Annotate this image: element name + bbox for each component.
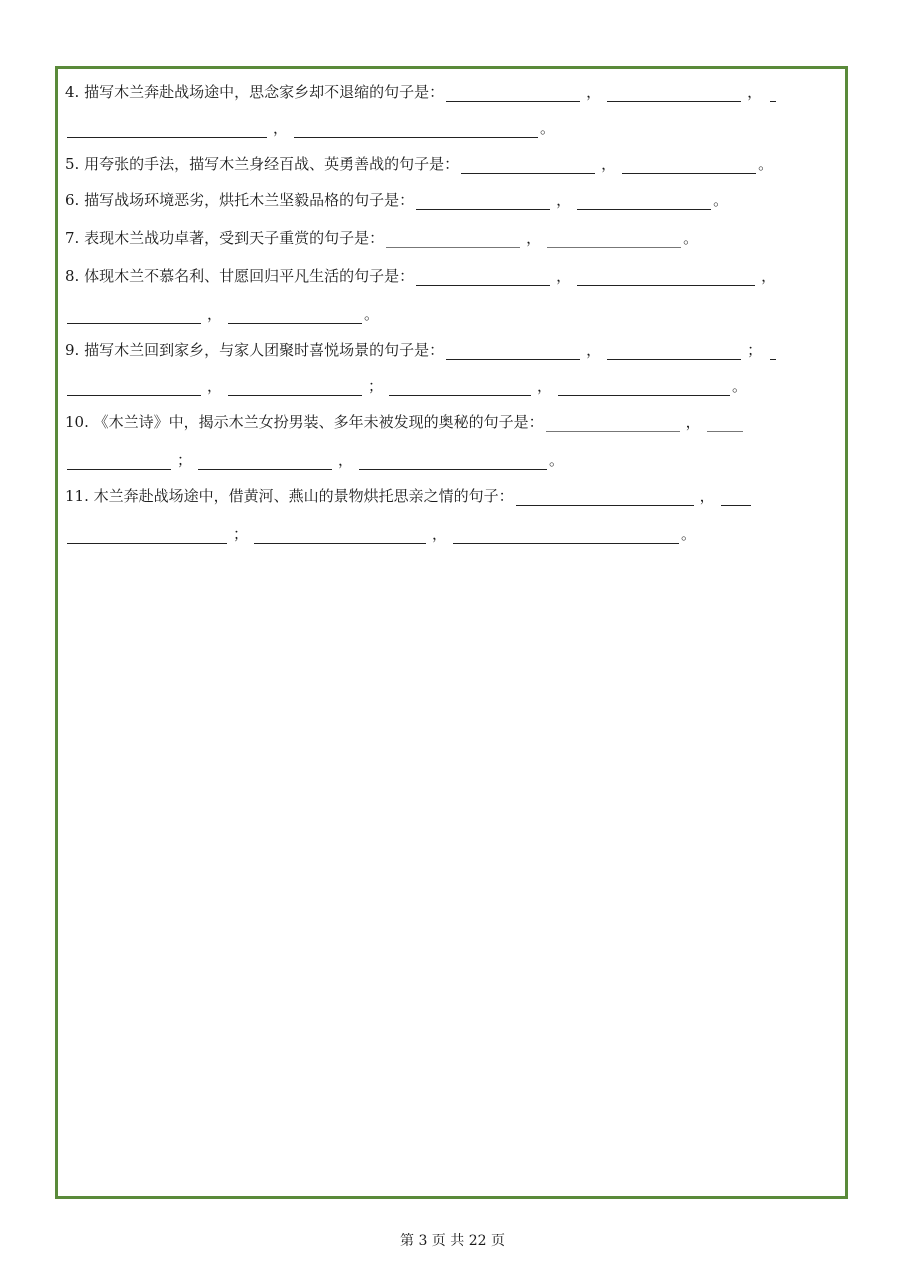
answer-blank[interactable] [516,491,694,506]
question-10-line-1 [65,412,745,432]
question-9-line-1 [65,340,776,360]
question-8-line-1 [65,266,780,286]
comma: ， [601,155,617,173]
comma: ， [432,525,448,543]
answer-blank[interactable] [67,309,201,324]
question-7-prompt: 7. 表现木兰战功卓著，受到天子重赏的句子是： [65,229,385,247]
answer-blank[interactable] [67,123,267,138]
answer-blank[interactable] [198,455,332,470]
answer-blank[interactable] [67,529,227,544]
page-footer: 第 3 页 共 22 页 [400,1233,505,1249]
answer-blank[interactable] [254,529,426,544]
question-5-prompt: 5. 用夸张的手法，描写木兰身经百战、英勇善战的句子是： [65,155,460,173]
question-7-line-1 [65,228,698,248]
comma: ， [747,83,763,101]
question-4-line-1 [65,82,776,102]
period: 。 [540,119,556,137]
comma: ， [685,413,701,431]
comma: ， [526,229,542,247]
answer-blank-start[interactable] [707,417,743,432]
period: 。 [713,191,729,209]
period: 。 [549,451,565,469]
semicolon: ； [177,451,193,469]
answer-blank[interactable] [577,195,711,210]
question-9-prompt: 9. 描写木兰回到家乡，与家人团聚时喜悦场景的句子是： [65,341,445,359]
answer-blank[interactable] [547,233,681,248]
question-10-line-2 [65,450,564,470]
answer-blank[interactable] [577,271,755,286]
period: 。 [364,305,380,323]
comma: ， [699,487,715,505]
answer-blank-start[interactable] [770,87,776,102]
question-4-prompt: 4. 描写木兰奔赴战场途中，思念家乡却不退缩的句子是： [65,83,445,101]
answer-blank[interactable] [67,455,171,470]
answer-blank[interactable] [294,123,538,138]
period: 。 [681,525,697,543]
comma: ， [338,451,354,469]
comma: ， [207,377,223,395]
answer-blank-start[interactable] [721,491,751,506]
period: 。 [683,229,699,247]
answer-blank[interactable] [446,345,580,360]
question-11-line-1 [65,486,753,506]
answer-blank[interactable] [453,529,679,544]
question-11-line-2 [65,524,696,544]
answer-blank[interactable] [607,87,741,102]
answer-blank[interactable] [359,455,547,470]
comma: ， [207,305,223,323]
comma: ， [586,83,602,101]
answer-blank[interactable] [386,233,520,248]
answer-blank[interactable] [446,87,580,102]
answer-blank[interactable] [558,381,730,396]
semicolon: ； [747,341,763,359]
comma: ， [586,341,602,359]
answer-blank[interactable] [416,271,550,286]
question-5-line-1 [65,154,773,174]
comma: ， [273,119,289,137]
question-10-prompt: 10. 《木兰诗》中，揭示木兰女扮男装、多年未被发现的奥秘的句子是： [65,413,544,431]
question-11-prompt: 11. 木兰奔赴战场途中，借黄河、燕山的景物烘托思亲之情的句子： [65,487,514,505]
answer-blank[interactable] [546,417,680,432]
answer-blank[interactable] [389,381,531,396]
answer-blank-start[interactable] [770,345,776,360]
answer-blank[interactable] [228,309,362,324]
answer-blank[interactable] [67,381,201,396]
answer-blank[interactable] [622,159,756,174]
question-6-prompt: 6. 描写战场环境恶劣，烘托木兰坚毅品格的句子是： [65,191,415,209]
period: 。 [758,155,774,173]
answer-blank[interactable] [228,381,362,396]
answer-blank[interactable] [461,159,595,174]
semicolon: ； [368,377,384,395]
question-4-line-2 [65,118,555,138]
comma: ， [537,377,553,395]
answer-blank[interactable] [607,345,741,360]
answer-blank[interactable] [416,195,550,210]
comma: ， [556,191,572,209]
period: 。 [732,377,748,395]
question-8-prompt: 8. 体现木兰不慕名利、甘愿回归平凡生活的句子是： [65,267,415,285]
question-8-line-2 [65,304,379,324]
comma: ， [556,267,572,285]
semicolon: ； [233,525,249,543]
question-9-line-2 [65,376,747,396]
question-6-line-1 [65,190,728,210]
comma: ， [761,267,777,285]
